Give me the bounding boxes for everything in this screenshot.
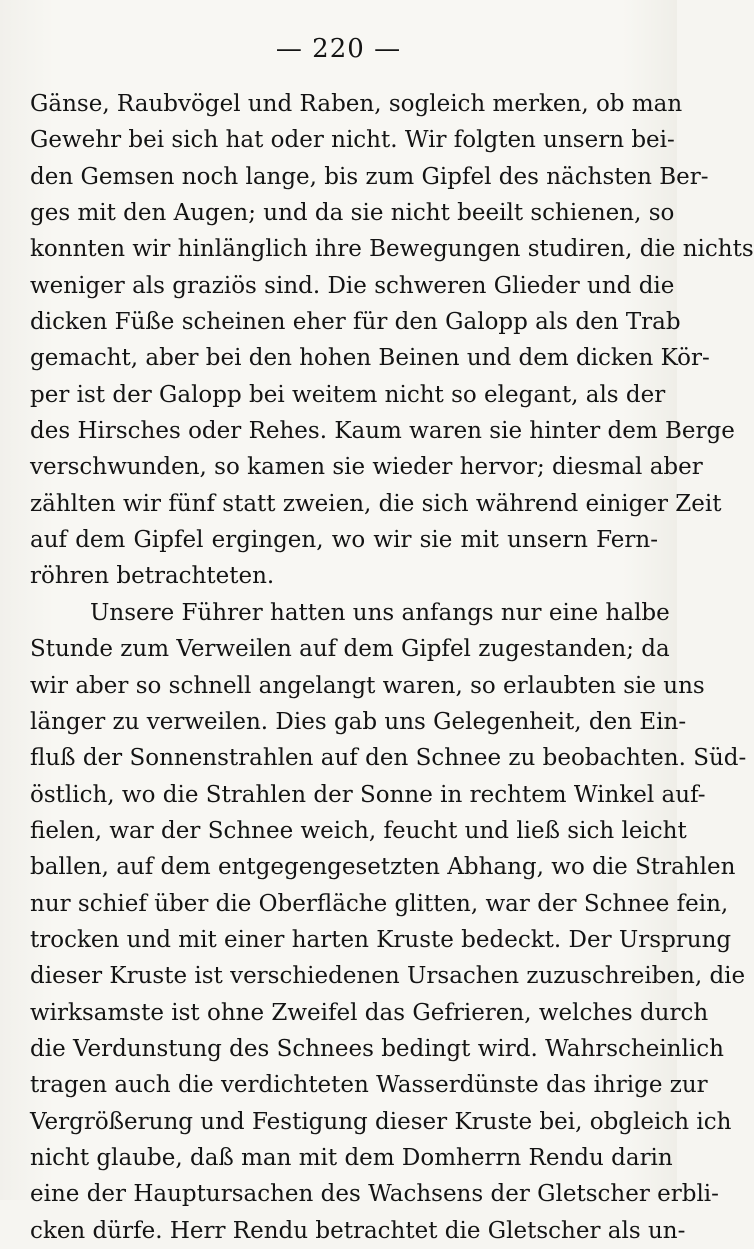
text-line: röhren betrachteten.: [30, 563, 275, 590]
text-line: trocken und mit einer harten Kruste bedeckt. Der Ursprung: [30, 926, 732, 953]
text-line: tragen auch die verdichteten Wasserdünste das ihrige zur: [30, 1072, 708, 1099]
text-line: Gänse, Raubvögel und Raben, sogleich merken, ob man: [30, 91, 683, 117]
text-line: gemacht, aber bei den hohen Beinen und dem dicken Kör-: [30, 345, 710, 372]
text-line: des Hirsches oder Rehes. Kaum waren sie hinter dem Berge: [30, 418, 735, 445]
page-number: — 220 —: [275, 34, 402, 64]
text-line: länger zu verweilen. Dies gab uns Gelegenheit, den Ein-: [30, 708, 687, 735]
text-line: den Gemsen noch lange, bis zum Gipfel des nächsten Ber-: [30, 163, 709, 190]
page-body-text: [30, 86, 754, 1249]
text-line: die Verdunstung des Schnees bedingt wird. Wahrscheinlich: [30, 1035, 724, 1062]
text-line: fluß der Sonnenstrahlen auf den Schnee zu beobachten. Süd-: [30, 745, 747, 772]
text-line: Unsere Führer hatten uns anfangs nur eine halbe: [90, 599, 670, 626]
text-line: nur schief über die Oberfläche glitten, war der Schnee fein,: [30, 890, 729, 917]
text-line: Gewehr bei sich hat oder nicht. Wir folgten unsern bei-: [30, 127, 675, 154]
text-line: ballen, auf dem entgegengesetzten Abhang, wo die Strahlen: [30, 854, 736, 881]
text-line: cken dürfe. Herr Rendu betrachtet die Gletscher als un-: [30, 1217, 686, 1244]
text-line: eine der Hauptursachen des Wachsens der Gletscher erbli-: [30, 1181, 719, 1208]
text-line: konnten wir hinlänglich ihre Bewegungen studiren, die nichts: [30, 236, 754, 263]
text-line: weniger als graziös sind. Die schweren Glieder und die: [30, 272, 675, 299]
text-line: auf dem Gipfel ergingen, wo wir sie mit unsern Fern-: [30, 527, 658, 554]
text-line: Stunde zum Verweilen auf dem Gipfel zugestanden; da: [30, 636, 670, 663]
text-line: zählten wir fünf statt zweien, die sich während einiger Zeit: [30, 490, 722, 517]
text-line: per ist der Galopp bei weitem nicht so elegant, als der: [30, 381, 666, 408]
text-line: verschwunden, so kamen sie wieder hervor; diesmal aber: [30, 454, 703, 481]
text-line: wirksamste ist ohne Zweifel das Gefrieren, welches durch: [30, 999, 709, 1026]
text-line: östlich, wo die Strahlen der Sonne in rechtem Winkel auf-: [30, 781, 706, 808]
text-line: wir aber so schnell angelangt waren, so erlaubten sie uns: [30, 672, 705, 699]
text-line: ges mit den Augen; und da sie nicht beeilt schienen, so: [30, 200, 675, 227]
text-line: dicken Füße scheinen eher für den Galopp als den Trab: [30, 309, 681, 336]
text-line: Vergrößerung und Festigung dieser Kruste bei, obgleich ich: [30, 1108, 732, 1135]
text-line: dieser Kruste ist verschiedenen Ursachen zuzuschreiben, die: [30, 963, 746, 990]
text-line: fielen, war der Schnee weich, feucht und ließ sich leicht: [30, 817, 687, 844]
text-line: nicht glaube, daß man mit dem Domherrn Rendu darin: [30, 1144, 673, 1171]
